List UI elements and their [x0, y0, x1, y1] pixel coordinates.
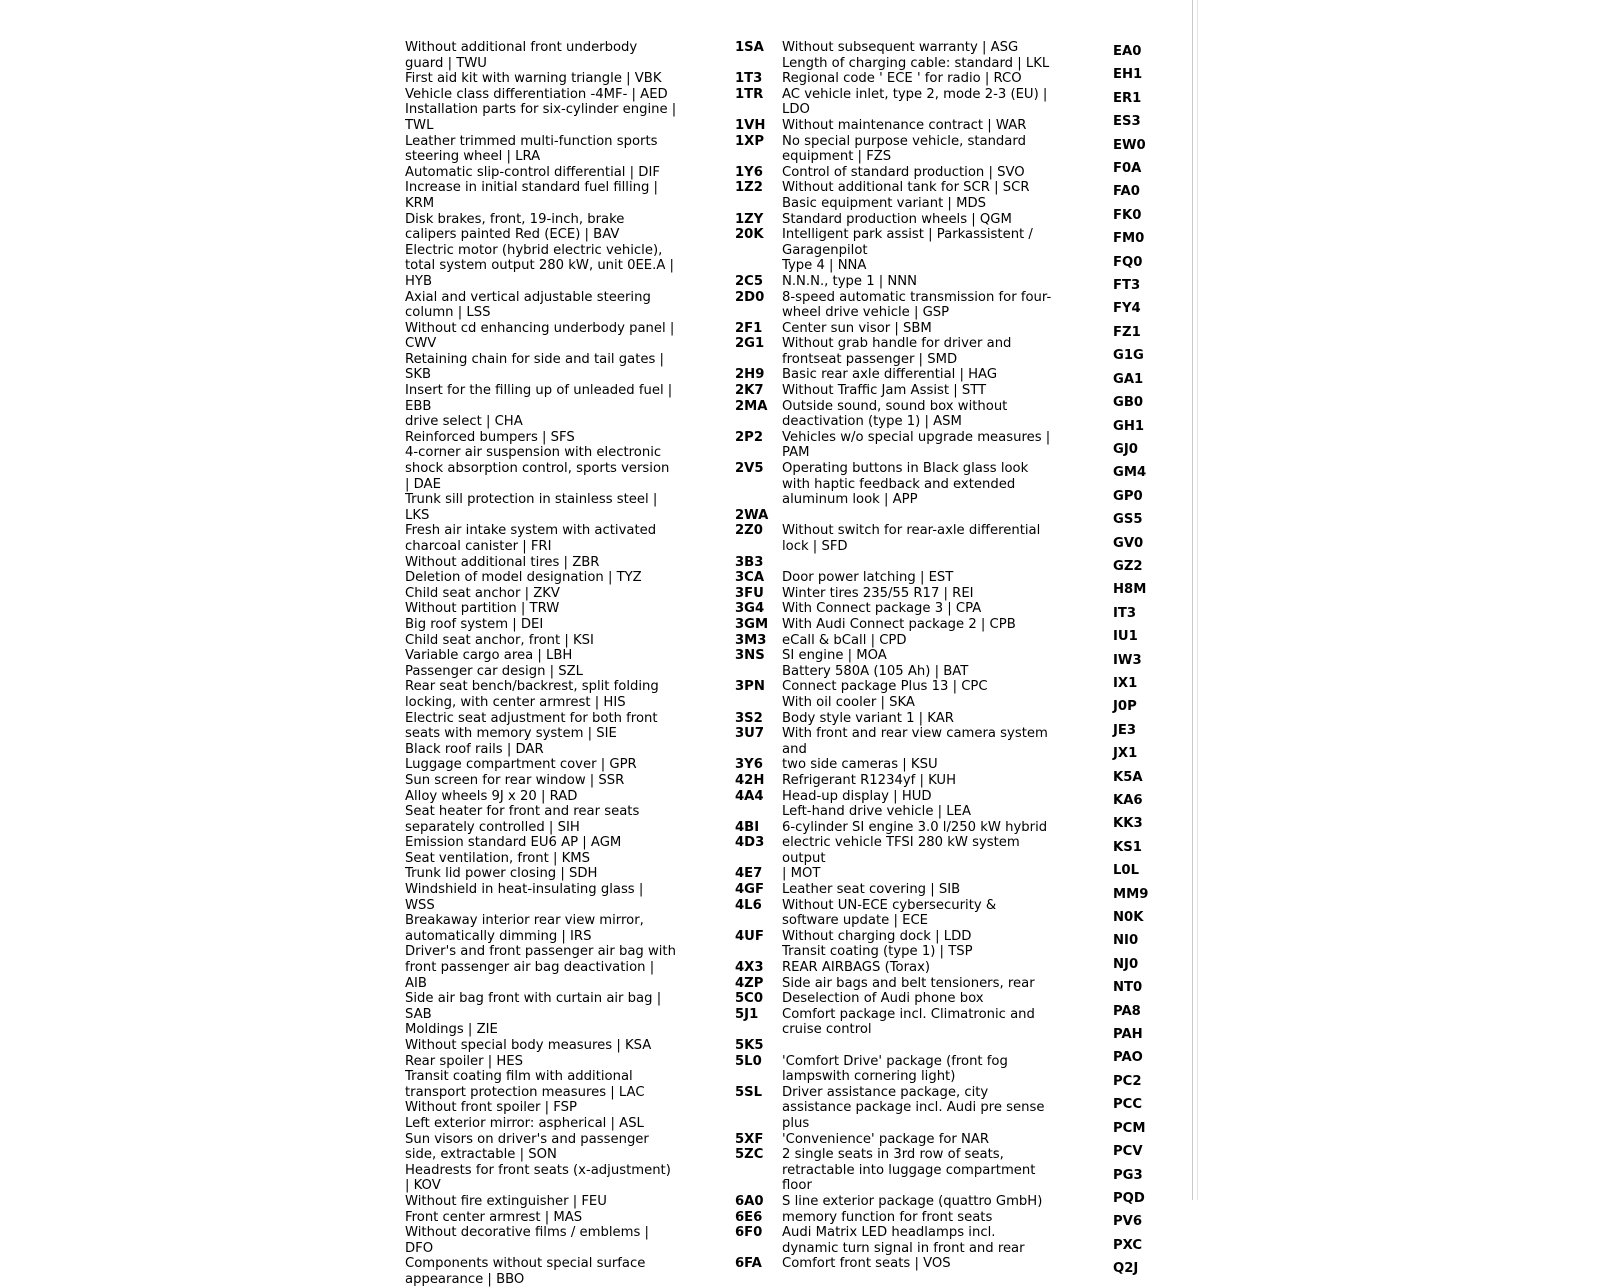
- option-item: Rear seat bench/backrest, split folding locking, with center armrest | HIS: [405, 679, 659, 710]
- option-row: [735, 679, 1055, 695]
- option-row: [735, 227, 1055, 258]
- option-code: 4D3: [735, 835, 765, 851]
- option-code: GM4: [1113, 465, 1147, 481]
- option-code: IU1: [1113, 629, 1138, 645]
- option-item: Side air bag front with curtain air bag | SAB: [405, 991, 662, 1022]
- option-code: 4UF: [735, 928, 764, 944]
- option-row: [735, 1132, 1055, 1148]
- option-code: GS5: [1113, 512, 1143, 528]
- option-code: 1SA: [735, 40, 764, 55]
- option-code: 5K5: [735, 1038, 764, 1053]
- option-row: [735, 648, 1055, 664]
- option-code: 1T3: [735, 71, 763, 87]
- option-description: Leather seat covering | SIB: [782, 882, 961, 898]
- option-description: Without Traffic Jam Assist | STT: [782, 383, 987, 399]
- option-item: Retaining chain for side and tail gates | SKB: [405, 351, 664, 383]
- option-item: Automatic slip-control differential | DIF: [405, 164, 660, 180]
- option-item: Moldings | ZIE: [405, 1022, 498, 1038]
- option-item: Seat ventilation, front | KMS: [405, 850, 591, 866]
- option-item: Luggage compartment cover | GPR: [405, 757, 637, 773]
- option-description: Vehicles w/o special upgrade measures | PAM: [782, 429, 1051, 461]
- option-code: PXC: [1113, 1237, 1143, 1253]
- option-code: 3S2: [735, 710, 763, 726]
- option-code: 4A4: [735, 788, 764, 804]
- option-list-column-middle: [735, 40, 1055, 1272]
- option-code: 3Y6: [735, 757, 763, 773]
- option-code: 4ZP: [735, 975, 764, 991]
- option-description: S line exterior package (quattro GmbH): [782, 1193, 1043, 1209]
- option-item: Driver's and front passenger air bag with front passenger air bag deactivation | AIB: [405, 944, 676, 991]
- option-code: FQ0: [1113, 254, 1143, 270]
- option-item: Electric seat adjustment for both front seats with memory system | SIE: [405, 710, 658, 742]
- option-item: Emission standard EU6 AP | AGM: [405, 835, 622, 851]
- option-description: Standard production wheels | QGM: [782, 211, 1012, 227]
- option-description: Without switch for rear-axle differential lock | SFD: [782, 523, 1041, 554]
- option-code: 6FA: [735, 1256, 762, 1272]
- option-code: IX1: [1113, 675, 1138, 691]
- option-code: IW3: [1113, 652, 1142, 668]
- option-description: Basic equipment variant | MDS: [782, 195, 986, 211]
- option-row: [735, 664, 1055, 680]
- option-row: [735, 430, 1055, 461]
- option-description: Left-hand drive vehicle | LEA: [782, 804, 971, 820]
- option-description: | MOT: [782, 866, 821, 882]
- option-description: With front and rear view camera system and: [782, 726, 1048, 757]
- option-description: Winter tires 235/55 R17 | REI: [782, 585, 974, 601]
- option-row: [735, 820, 1055, 836]
- option-code: 5C0: [735, 991, 764, 1007]
- option-description: Battery 580A (105 Ah) | BAT: [782, 663, 969, 679]
- option-code: PG3: [1113, 1167, 1143, 1183]
- option-code: 3PN: [735, 679, 765, 695]
- option-code: EH1: [1113, 67, 1143, 83]
- option-code: 4E7: [735, 866, 763, 882]
- option-code: FA0: [1113, 184, 1140, 200]
- option-code: PC2: [1113, 1073, 1142, 1089]
- option-item: Without special body measures | KSA: [405, 1038, 652, 1053]
- option-row: [735, 866, 1055, 882]
- option-code: 2F1: [735, 320, 763, 336]
- option-item: Vehicle class differentiation -4MF- | AED: [405, 86, 668, 102]
- option-code: FK0: [1113, 207, 1142, 223]
- option-row: [735, 87, 1055, 118]
- option-description: Control of standard production | SVO: [782, 164, 1025, 180]
- option-code: NJ0: [1113, 956, 1139, 972]
- option-code: 20K: [735, 227, 764, 243]
- option-code: H8M: [1113, 582, 1147, 598]
- option-description: Transit coating (type 1) | TSP: [782, 944, 973, 960]
- option-code: GJ0: [1113, 441, 1138, 457]
- option-description: Door power latching | EST: [782, 570, 954, 586]
- option-code: 1Y6: [735, 164, 763, 180]
- option-item: Installation parts for six-cylinder engine | TWL: [405, 102, 677, 133]
- option-row: [735, 773, 1055, 789]
- option-row: [735, 601, 1055, 617]
- option-item: Without decorative films / emblems | DFO: [405, 1225, 649, 1256]
- option-item: Without partition | TRW: [405, 601, 560, 617]
- option-row: [735, 399, 1055, 430]
- option-item: Trunk sill protection in stainless steel | LKS: [405, 492, 658, 523]
- option-code: KK3: [1113, 816, 1143, 832]
- option-code: J0P: [1113, 699, 1137, 715]
- option-description: Operating buttons in Black glass look with haptic feedback and extended aluminum look | APP: [782, 461, 1029, 508]
- option-code: PCM: [1113, 1120, 1146, 1136]
- option-row: [735, 726, 1055, 757]
- option-code: G1G: [1113, 348, 1144, 364]
- option-code: 4X3: [735, 960, 764, 976]
- option-code: MM9: [1113, 886, 1149, 902]
- option-code: 3NS: [735, 648, 765, 664]
- option-code: 2V5: [735, 461, 764, 477]
- option-row: [735, 1038, 1055, 1054]
- option-code: FY4: [1113, 301, 1141, 317]
- option-description: Refrigerant R1234yf | KUH: [782, 772, 956, 788]
- option-item: Big roof system | DEI: [405, 616, 544, 632]
- option-description: Outside sound, sound box without deactivation (type 1) | ASM: [782, 398, 1008, 430]
- option-row: [735, 633, 1055, 649]
- option-code: JX1: [1113, 746, 1138, 762]
- option-row: [735, 321, 1055, 337]
- option-row: [735, 40, 1055, 56]
- option-description: memory function for front seats: [782, 1209, 993, 1225]
- option-item: Components without special surface appearance | BBO: [405, 1256, 646, 1287]
- option-code: 3FU: [735, 585, 764, 601]
- option-item: Breakaway interior rear view mirror, automatically dimming | IRS: [405, 913, 644, 944]
- option-row: [735, 976, 1055, 992]
- option-description: 6-cylinder SI engine 3.0 l/250 kW hybrid: [782, 819, 1048, 835]
- option-row: [735, 212, 1055, 228]
- option-description: Without maintenance contract | WAR: [782, 117, 1027, 133]
- option-item: Disk brakes, front, 19-inch, brake calipers painted Red (ECE) | BAV: [405, 211, 625, 243]
- option-code: 4L6: [735, 897, 762, 913]
- option-code: 3GM: [735, 616, 769, 632]
- option-item: Without cd enhancing underbody panel | CWV: [405, 320, 675, 352]
- option-description: 8-speed automatic transmission for four-wheel drive vehicle | GSP: [782, 289, 1052, 321]
- option-description: Audi Matrix LED headlamps incl. dynamic turn signal in front and rear: [782, 1225, 1025, 1256]
- option-row: [735, 1225, 1055, 1256]
- option-row: [735, 461, 1055, 508]
- option-row: [735, 56, 1055, 72]
- option-item: Leather trimmed multi-function sports steering wheel | LRA: [405, 133, 658, 165]
- option-code: 2K7: [735, 383, 764, 399]
- option-row: [735, 617, 1055, 633]
- option-code: PAO: [1113, 1050, 1143, 1066]
- option-code: FM0: [1113, 231, 1145, 247]
- option-item: Deletion of model designation | TYZ: [405, 570, 642, 586]
- option-code: NI0: [1113, 933, 1139, 949]
- option-description: Without subsequent warranty | ASG: [782, 40, 1019, 55]
- option-row: [735, 1194, 1055, 1210]
- option-code: FZ1: [1113, 324, 1141, 340]
- option-description: electric vehicle TFSI 280 kW system output: [782, 835, 1020, 866]
- option-code: F0A: [1113, 161, 1142, 177]
- option-code: 3M3: [735, 632, 767, 648]
- option-description: Without grab handle for driver and frontseat passenger | SMD: [782, 336, 1012, 367]
- option-code: PCC: [1113, 1097, 1143, 1113]
- option-item: Without front spoiler | FSP: [405, 1100, 577, 1116]
- option-item: First aid kit with warning triangle | VBK: [405, 71, 662, 87]
- option-code: EW0: [1113, 137, 1146, 153]
- option-description: Deselection of Audi phone box: [782, 991, 984, 1007]
- option-description: 2 single seats in 3rd row of seats, retractable into luggage compartment floor: [782, 1147, 1036, 1194]
- option-code: 5L0: [735, 1053, 762, 1069]
- option-row: [735, 960, 1055, 976]
- option-row: [735, 258, 1055, 274]
- option-row: [735, 180, 1055, 196]
- option-row: [735, 1054, 1055, 1085]
- option-row: [735, 1085, 1055, 1132]
- option-row: [735, 1210, 1055, 1226]
- option-row: [735, 1007, 1055, 1038]
- option-description: AC vehicle inlet, type 2, mode 2-3 (EU) | LDO: [782, 86, 1048, 118]
- option-item: Transit coating film with additional transport protection measures | LAC: [405, 1069, 645, 1100]
- option-description: Without additional tank for SCR | SCR: [782, 180, 1030, 196]
- option-description: Intelligent park assist | Parkassistent / Garagenpilot: [782, 227, 1033, 258]
- option-code: NT0: [1113, 980, 1143, 996]
- option-code: FT3: [1113, 278, 1141, 294]
- option-description: Comfort front seats | VOS: [782, 1256, 951, 1272]
- option-item: Fresh air intake system with activated charcoal canister | FRI: [405, 523, 657, 554]
- option-item: Sun screen for rear window | SSR: [405, 772, 625, 788]
- option-code: 4BI: [735, 819, 760, 835]
- option-code: GH1: [1113, 418, 1145, 434]
- option-code: Q2J: [1113, 1261, 1139, 1277]
- option-code: 1ZY: [735, 211, 764, 227]
- option-description: Regional code ' ECE ' for radio | RCO: [782, 71, 1022, 87]
- option-row: [735, 711, 1055, 727]
- option-code: EA0: [1113, 44, 1142, 59]
- option-description: With Audi Connect package 2 | CPB: [782, 616, 1016, 632]
- option-description: Center sun visor | SBM: [782, 320, 932, 336]
- option-description: Body style variant 1 | KAR: [782, 710, 954, 726]
- option-description: Without UN-ECE cybersecurity & software update | ECE: [782, 897, 997, 929]
- option-row: [735, 882, 1055, 898]
- option-item: Insert for the filling up of unleaded fuel | EBB: [405, 383, 673, 414]
- option-description: two side cameras | KSU: [782, 757, 938, 773]
- option-code: 2Z0: [735, 523, 763, 539]
- option-code: 1TR: [735, 86, 764, 102]
- option-row: [735, 944, 1055, 960]
- option-code: 1XP: [735, 133, 765, 149]
- option-code: 2C5: [735, 273, 764, 289]
- option-description: Comfort package incl. Climatronic and cruise control: [782, 1006, 1035, 1038]
- option-code: 1VH: [735, 117, 766, 133]
- option-description: Without charging dock | LDD: [782, 928, 972, 944]
- option-description: With Connect package 3 | CPA: [782, 601, 982, 617]
- option-description: With oil cooler | SKA: [782, 694, 915, 710]
- option-item: Headrests for front seats (x-adjustment) | KOV: [405, 1162, 671, 1194]
- option-row: [735, 274, 1055, 290]
- option-code: PCV: [1113, 1144, 1143, 1160]
- option-code: N0K: [1113, 910, 1144, 926]
- option-code: GV0: [1113, 535, 1144, 551]
- option-code: 5XF: [735, 1131, 764, 1147]
- option-row: [735, 898, 1055, 929]
- option-row: [735, 695, 1055, 711]
- option-code: 2D0: [735, 289, 765, 305]
- option-code: IT3: [1113, 605, 1137, 621]
- option-description: REAR AIRBAGS (Torax): [782, 960, 931, 976]
- option-description: Side air bags and belt tensioners, rear: [782, 975, 1035, 991]
- option-row: [735, 196, 1055, 212]
- option-row: [735, 1147, 1055, 1194]
- option-code: 42H: [735, 772, 765, 788]
- option-code: L0L: [1113, 863, 1139, 879]
- option-row: [735, 71, 1055, 87]
- option-description: Connect package Plus 13 | CPC: [782, 679, 988, 695]
- option-code: PA8: [1113, 1003, 1141, 1019]
- option-item: Alloy wheels 9J x 20 | RAD: [405, 788, 578, 804]
- option-code: GA1: [1113, 371, 1144, 387]
- option-row: [735, 991, 1055, 1007]
- option-item: Left exterior mirror: aspherical | ASL: [405, 1115, 644, 1131]
- option-row: [735, 804, 1055, 820]
- option-description: 'Comfort Drive' package (front fog lampswith cornering light): [782, 1053, 1008, 1085]
- option-row: [735, 118, 1055, 134]
- option-code-column-right: [1113, 40, 1203, 1281]
- option-row: [735, 165, 1055, 181]
- option-item: Sun visors on driver's and passenger side, extractable | SON: [405, 1131, 649, 1163]
- option-item: Electric motor (hybrid electric vehicle), total system output 280 kW, unit 0EE.A | HYB: [405, 242, 674, 289]
- option-code: GZ2: [1113, 558, 1143, 574]
- option-code: 2WA: [735, 507, 769, 523]
- option-row: [735, 383, 1055, 399]
- option-description: Type 4 | NNA: [782, 258, 867, 274]
- option-code: ER1: [1113, 90, 1142, 106]
- option-item: Variable cargo area | LBH: [405, 648, 573, 664]
- option-code: KS1: [1113, 839, 1142, 855]
- option-description: Basic rear axle differential | HAG: [782, 367, 998, 383]
- option-item: Rear spoiler | HES: [405, 1053, 523, 1069]
- option-item: Without additional front underbody guard | TWU: [405, 40, 638, 71]
- option-row: [735, 757, 1055, 773]
- option-code: 6E6: [735, 1209, 763, 1225]
- option-code: 4GF: [735, 882, 765, 898]
- option-row: [735, 929, 1055, 945]
- option-item: Increase in initial standard fuel filling | KRM: [405, 180, 658, 211]
- option-row: [735, 367, 1055, 383]
- option-code: 3U7: [735, 726, 765, 742]
- option-row: [735, 290, 1055, 321]
- option-item: Front center armrest | MAS: [405, 1209, 583, 1225]
- option-item: Without fire extinguisher | FEU: [405, 1193, 607, 1209]
- option-item: Reinforced bumpers | SFS: [405, 429, 575, 445]
- option-code: 2G1: [735, 336, 765, 352]
- option-code: 6F0: [735, 1225, 763, 1241]
- option-row: [735, 789, 1055, 805]
- option-row: [735, 555, 1055, 571]
- option-description: No special purpose vehicle, standard equipment | FZS: [782, 133, 1026, 165]
- option-code: 2H9: [735, 367, 765, 383]
- option-row: [735, 570, 1055, 586]
- option-code: 5J1: [735, 1006, 759, 1022]
- option-code: GP0: [1113, 488, 1143, 504]
- option-item: Windshield in heat-insulating glass | WSS: [405, 882, 644, 913]
- option-row: [735, 835, 1055, 866]
- option-item: Seat heater for front and rear seats separately controlled | SIH: [405, 804, 640, 835]
- option-item: Child seat anchor, front | KSI: [405, 632, 594, 648]
- option-row: [735, 1256, 1055, 1272]
- option-item: 4-corner air suspension with electronic shock absorption control, sports version | DAE: [405, 445, 670, 492]
- option-code: JE3: [1113, 722, 1137, 738]
- option-row: [735, 508, 1055, 524]
- option-item: Axial and vertical adjustable steering column | LSS: [405, 289, 651, 321]
- option-code: 2P2: [735, 429, 764, 445]
- option-code: 3CA: [735, 570, 765, 586]
- option-code: ES3: [1113, 114, 1141, 130]
- option-list-column-left: [405, 40, 677, 1288]
- option-code: 3G4: [735, 601, 765, 617]
- option-code: PV6: [1113, 1214, 1143, 1230]
- option-row: [735, 586, 1055, 602]
- option-code: 2MA: [735, 398, 768, 414]
- option-code: 3B3: [735, 554, 764, 570]
- option-code: PAH: [1113, 1027, 1143, 1043]
- option-item: drive select | CHA: [405, 414, 523, 430]
- option-code: K5A: [1113, 769, 1143, 785]
- option-item: Black roof rails | DAR: [405, 741, 544, 757]
- option-item: Child seat anchor | ZKV: [405, 585, 560, 601]
- option-description: SI engine | MOA: [782, 648, 887, 664]
- option-code: 6A0: [735, 1193, 764, 1209]
- option-description: N.N.N., type 1 | NNN: [782, 273, 918, 289]
- option-description: Head-up display | HUD: [782, 788, 932, 804]
- option-item: Trunk lid power closing | SDH: [405, 866, 598, 882]
- option-code: 5SL: [735, 1084, 763, 1100]
- option-description: Driver assistance package, city assistance package incl. Audi pre sense plus: [782, 1084, 1045, 1131]
- option-code: KA6: [1113, 793, 1143, 808]
- option-code: 1Z2: [735, 180, 763, 196]
- option-description: Length of charging cable: standard | LKL: [782, 55, 1050, 71]
- option-row: [735, 523, 1055, 554]
- option-code: 5ZC: [735, 1147, 764, 1163]
- option-row: [735, 336, 1055, 367]
- option-item: Without additional tires | ZBR: [405, 554, 600, 570]
- option-code: GB0: [1113, 395, 1144, 411]
- option-code: PQD: [1113, 1190, 1145, 1206]
- option-item: Passenger car design | SZL: [405, 663, 584, 679]
- option-description: eCall & bCall | CPD: [782, 632, 907, 648]
- option-row: [735, 134, 1055, 165]
- option-description: 'Convenience' package for NAR: [782, 1131, 990, 1147]
